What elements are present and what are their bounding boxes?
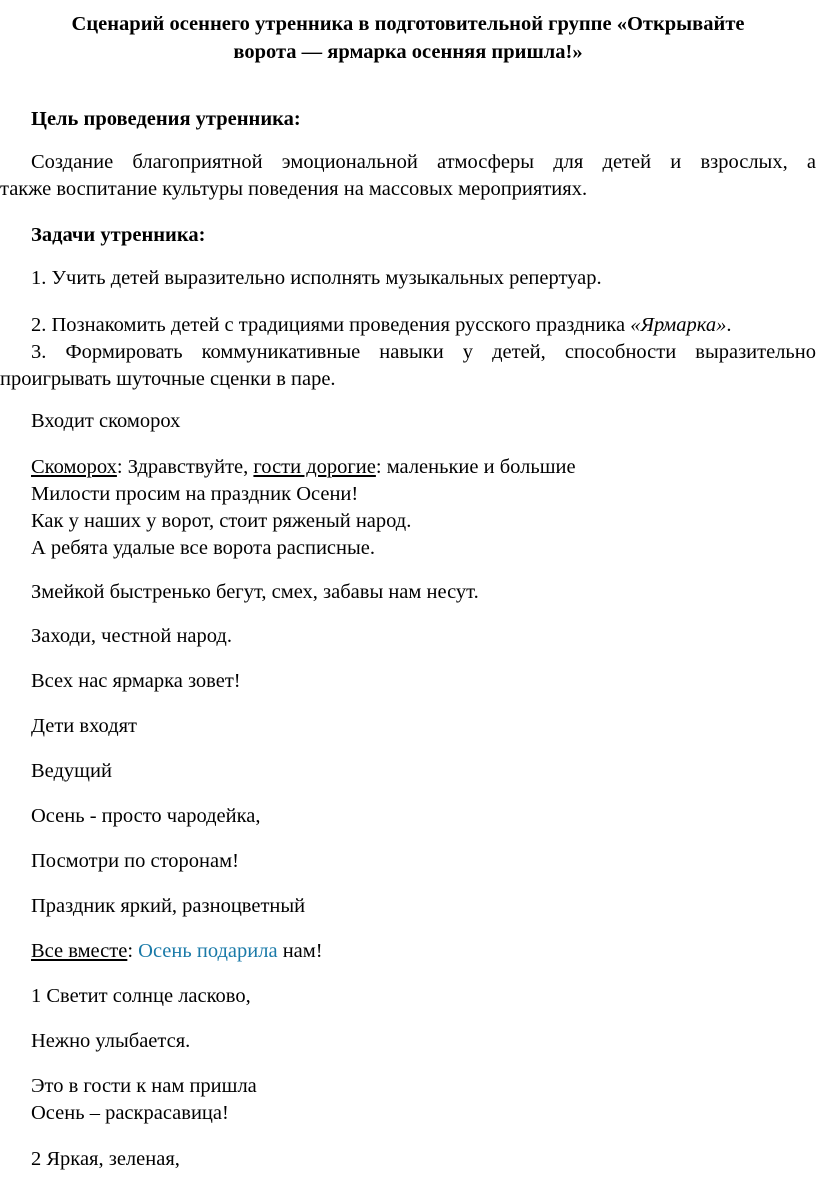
verse-line: Змейкой быстренько бегут, смех, забавы нам несут.: [31, 581, 479, 603]
verse-line: Осень – раскрасавица!: [31, 1102, 229, 1124]
task-item-2-italic: «Ярмарка»: [630, 314, 727, 336]
skomoroh-line: [31, 454, 576, 480]
task-item-3-line-2: проигрывать шуточные сценки в паре.: [0, 368, 336, 390]
verse-line: Праздник яркий, разноцветный: [31, 895, 306, 917]
speaker-skomoroh: Скоморох: [31, 456, 117, 478]
stage-direction-children: Дети входят: [31, 715, 138, 737]
task-item-2-text: 2. Познакомить детей с традициями проведения русского праздника: [31, 314, 631, 336]
speaker-host: Ведущий: [31, 760, 112, 782]
verse-line: Осень - просто чародейка,: [31, 805, 261, 827]
verse-line: Как у наших у ворот, стоит ряженый народ.: [31, 510, 412, 532]
goal-heading: Цель проведения утренника:: [31, 108, 301, 130]
task-item-3-line-1: 3. Формировать коммуникативные навыки у детей, способности выразительно: [31, 341, 816, 363]
all-together-line: [31, 938, 323, 964]
autumn-gifted-phrase: Осень подарила: [138, 940, 278, 962]
verse-line: Всех нас ярмарка зовет!: [31, 670, 241, 692]
document-title: [0, 10, 816, 66]
guests-phrase: гости дорогие: [253, 456, 376, 478]
verse-line: 2 Яркая, зеленая,: [31, 1148, 180, 1170]
verse-line: Заходи, честной народ.: [31, 625, 232, 647]
goal-line-2: также воспитание культуры поведения на массовых мероприятиях.: [0, 178, 588, 200]
verse-line: Милости просим на праздник Осени!: [31, 483, 359, 505]
title-line-1: Сценарий осеннего утренника в подготовительной группе «Открывайте: [71, 13, 745, 35]
skomoroh-greeting: : Здравствуйте,: [116, 456, 254, 478]
title-line-2: ворота — ярмарка осенняя пришла!»: [233, 41, 583, 63]
verse-line: Посмотри по сторонам!: [31, 850, 239, 872]
skomoroh-rest: : маленькие и большие: [375, 456, 576, 478]
verse-line: Нежно улыбается.: [31, 1030, 191, 1052]
task-item-2: [31, 312, 731, 338]
verse-line: Это в гости к нам пришла: [31, 1075, 257, 1097]
verse-line: 1 Светит солнце ласково,: [31, 985, 251, 1007]
task-item-1: 1. Учить детей выразительно исполнять музыкальных репертуар.: [31, 267, 602, 289]
goal-line-1: Создание благоприятной эмоциональной атмосферы для детей и взрослых, а: [31, 151, 816, 173]
stage-direction-enters: Входит скоморох: [31, 410, 181, 432]
all-rest: нам!: [277, 940, 323, 962]
speaker-all: Все вместе: [31, 940, 128, 962]
all-colon: :: [127, 940, 139, 962]
task-item-2-suffix: .: [726, 314, 732, 336]
verse-line: А ребята удалые все ворота расписные.: [31, 537, 375, 559]
tasks-heading: Задачи утренника:: [31, 224, 206, 246]
